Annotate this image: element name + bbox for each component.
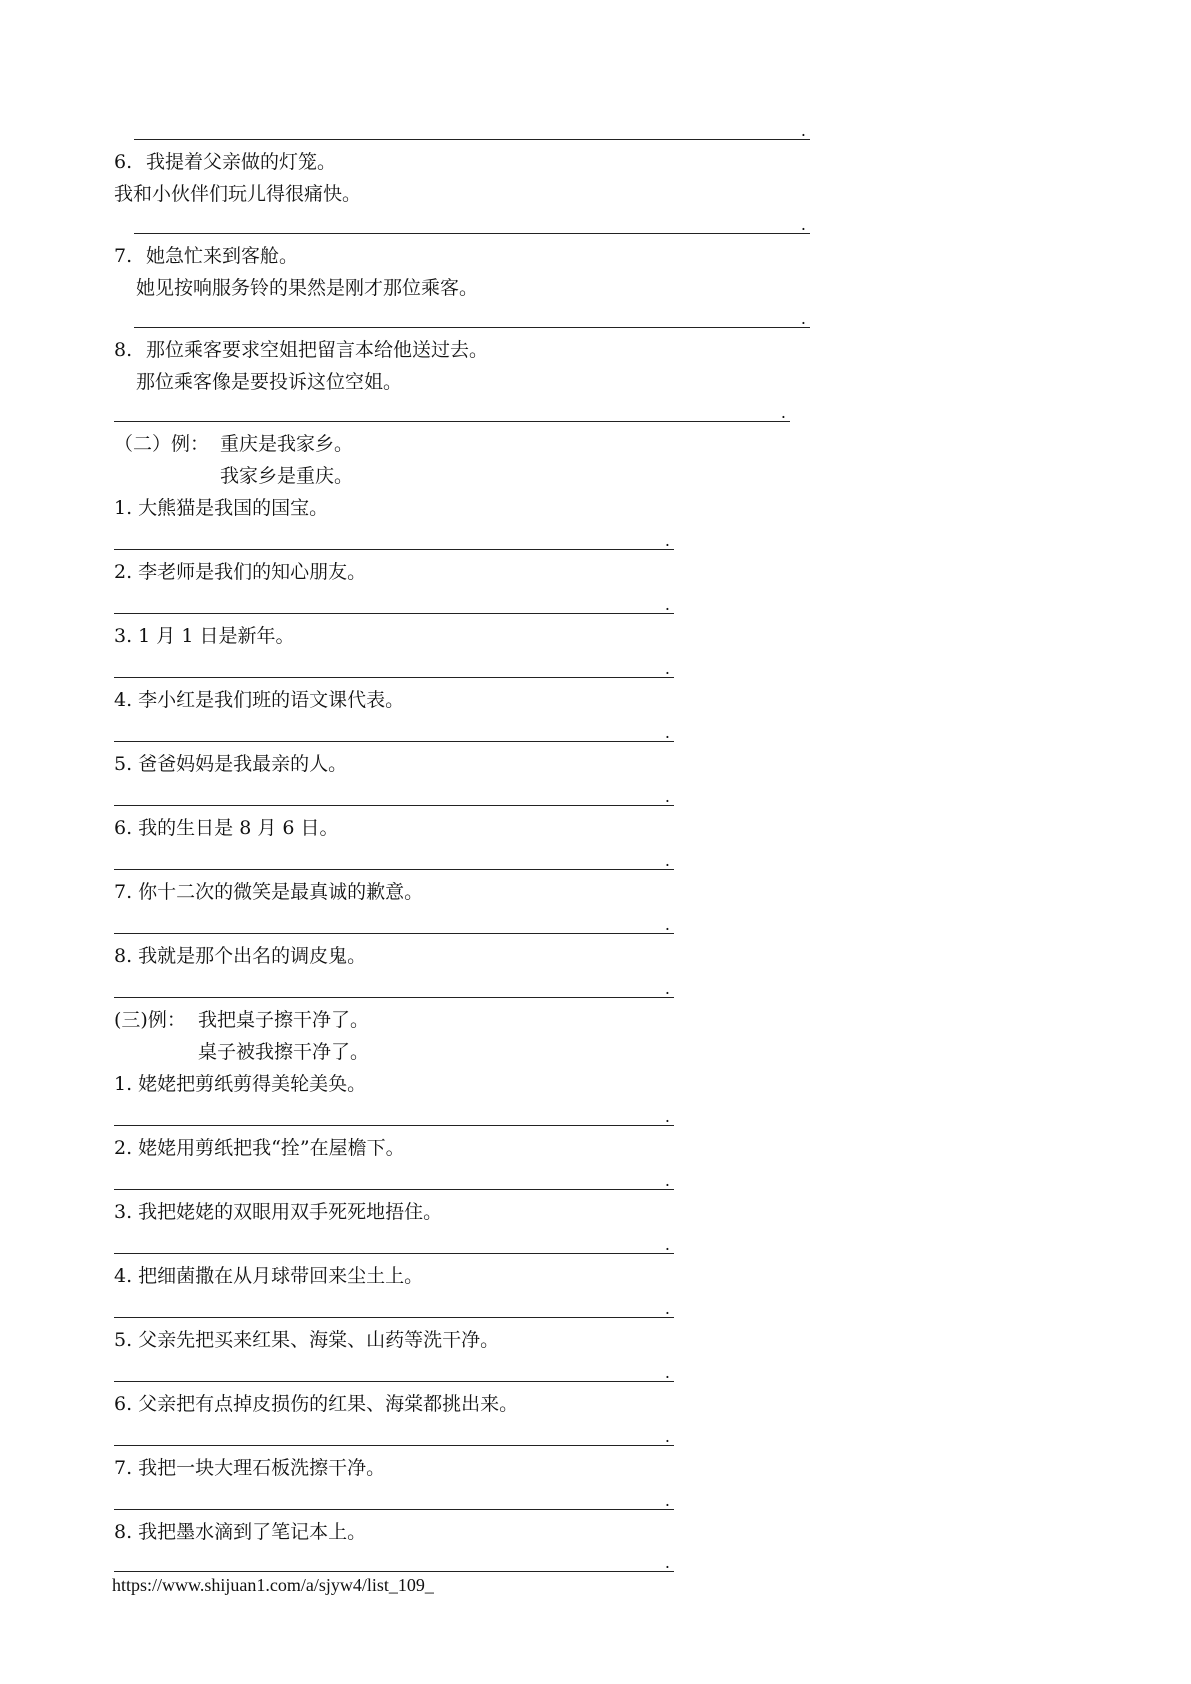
underline [114, 421, 790, 422]
answer-line[interactable] [114, 720, 674, 742]
period: . [664, 659, 670, 678]
underline [114, 1253, 674, 1254]
period: . [664, 1553, 670, 1572]
question-number: 6. [114, 151, 133, 173]
underline [114, 997, 674, 998]
answer-line[interactable] [114, 1232, 674, 1254]
example-sentence: 重庆是我家乡。 [220, 433, 354, 455]
question-text: 2. 姥姥用剪纸把我“拴”在屋檐下。 [114, 1137, 405, 1159]
question-number: 8. [114, 339, 133, 361]
answer-line[interactable] [114, 656, 674, 678]
period: . [664, 1299, 670, 1318]
underline [114, 1317, 674, 1318]
period: . [664, 1491, 670, 1510]
underline [114, 1381, 674, 1382]
answer-line[interactable] [134, 212, 810, 234]
question-text: 7. 我把一块大理石板洗擦干净。 [114, 1457, 386, 1479]
answer-line[interactable] [114, 976, 674, 998]
underline [114, 1125, 674, 1126]
question-text: 6. 父亲把有点掉皮损伤的红果、海棠都挑出来。 [114, 1393, 519, 1415]
question-sentence-2: 那位乘客像是要投诉这位空姐。 [136, 371, 403, 393]
question-sentence-2: 我和小伙伴们玩儿得很痛快。 [114, 183, 362, 205]
answer-line[interactable] [114, 1550, 674, 1572]
underline [114, 869, 674, 870]
example-sentence: 我把桌子擦干净了。 [198, 1009, 370, 1031]
underline [114, 677, 674, 678]
question-text: 4. 把细菌撒在从月球带回来尘土上。 [114, 1265, 424, 1287]
underline [114, 1509, 674, 1510]
underline [114, 549, 674, 550]
period: . [664, 915, 670, 934]
footer-url[interactable]: https://www.shijuan1.com/a/sjyw4/list_109_ [112, 1575, 434, 1595]
period: . [780, 403, 786, 422]
period: . [664, 1235, 670, 1254]
period: . [664, 787, 670, 806]
example-answer: 桌子被我擦干净了。 [198, 1041, 370, 1063]
section-label: (三)例： [114, 1009, 186, 1031]
period: . [800, 121, 806, 140]
period: . [664, 1363, 670, 1382]
period: . [664, 1427, 670, 1446]
answer-line[interactable] [114, 1360, 674, 1382]
answer-line[interactable] [114, 784, 674, 806]
question-text: 2. 李老师是我们的知心朋友。 [114, 561, 367, 583]
answer-line[interactable] [114, 1424, 674, 1446]
period: . [664, 1107, 670, 1126]
period: . [664, 1171, 670, 1190]
question-sentence-2: 她见按响服务铃的果然是刚才那位乘客。 [136, 277, 479, 299]
answer-line[interactable] [114, 1104, 674, 1126]
answer-line[interactable] [134, 306, 810, 328]
example-answer: 我家乡是重庆。 [220, 465, 354, 487]
period: . [800, 309, 806, 328]
underline [114, 613, 674, 614]
period: . [664, 595, 670, 614]
answer-line[interactable] [114, 1488, 674, 1510]
answer-line[interactable] [134, 118, 810, 140]
underline [134, 327, 810, 328]
question-text: 8. 我把墨水滴到了笔记本上。 [114, 1521, 367, 1543]
question-text: 3. 我把姥姥的双眼用双手死死地捂住。 [114, 1201, 443, 1223]
question-text: 6. 我的生日是 8 月 6 日。 [114, 817, 339, 839]
answer-line[interactable] [114, 848, 674, 870]
answer-line[interactable] [114, 592, 674, 614]
underline [114, 1571, 674, 1572]
question-text: 4. 李小红是我们班的语文课代表。 [114, 689, 405, 711]
underline [114, 1445, 674, 1446]
underline [134, 139, 810, 140]
question-sentence-1: 她急忙来到客舱。 [146, 245, 299, 267]
answer-line[interactable] [114, 1168, 674, 1190]
underline [134, 233, 810, 234]
question-text: 5. 父亲先把买来红果、海棠、山药等洗干净。 [114, 1329, 500, 1351]
question-text: 3. 1 月 1 日是新年。 [114, 625, 295, 647]
answer-line[interactable] [114, 528, 674, 550]
question-sentence-1: 那位乘客要求空姐把留言本给他送过去。 [146, 339, 489, 361]
answer-line[interactable] [114, 400, 790, 422]
period: . [800, 215, 806, 234]
section-label: （二）例： [114, 433, 210, 455]
underline [114, 805, 674, 806]
period: . [664, 979, 670, 998]
question-text: 1. 大熊猫是我国的国宝。 [114, 497, 329, 519]
question-text: 8. 我就是那个出名的调皮鬼。 [114, 945, 367, 967]
underline [114, 1189, 674, 1190]
question-number: 7. [114, 245, 133, 267]
period: . [664, 723, 670, 742]
question-text: 1. 姥姥把剪纸剪得美轮美奂。 [114, 1073, 367, 1095]
period: . [664, 851, 670, 870]
answer-line[interactable] [114, 1296, 674, 1318]
answer-line[interactable] [114, 912, 674, 934]
underline [114, 741, 674, 742]
period: . [664, 531, 670, 550]
question-text: 7. 你十二次的微笑是最真诚的歉意。 [114, 881, 424, 903]
underline [114, 933, 674, 934]
question-sentence-1: 我提着父亲做的灯笼。 [146, 151, 337, 173]
question-text: 5. 爸爸妈妈是我最亲的人。 [114, 753, 348, 775]
